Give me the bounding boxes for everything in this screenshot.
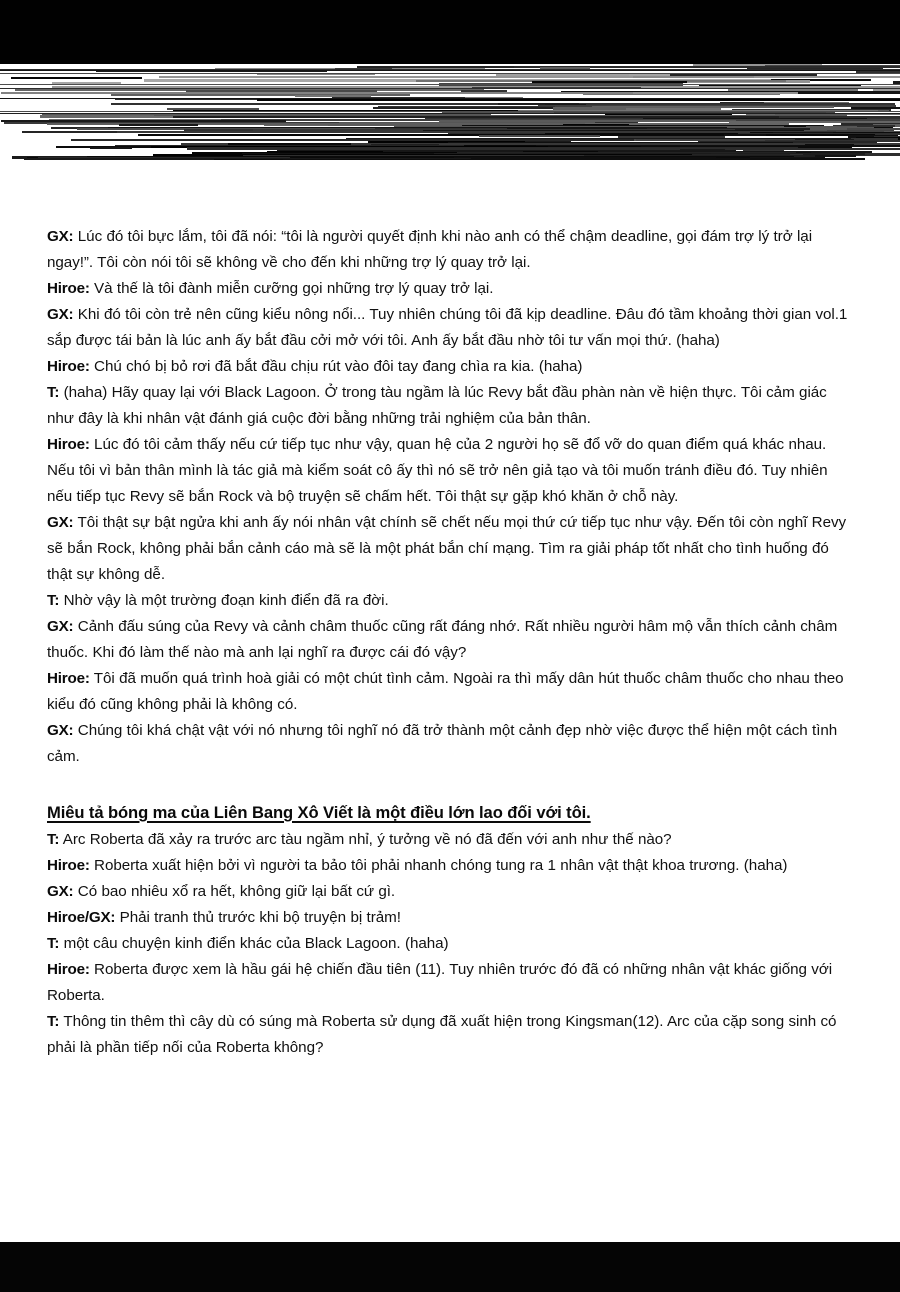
scan-streak-line <box>479 135 600 137</box>
speaker-label: Hiroe: <box>47 857 90 874</box>
speaker-label: T: <box>47 831 60 848</box>
section-one-paragraph <box>47 614 857 666</box>
dialogue-text: Có bao nhiêu xổ ra hết, không giữ lại bất cứ gì. <box>73 883 396 900</box>
speaker-label: GX: <box>47 228 74 245</box>
speaker-label: Hiroe: <box>47 436 90 453</box>
dialogue-text: Roberta được xem là hầu gái hệ chiến đầu tiên (11). Tuy nhiên trước đó đã có những nhân vật khác giống với Roberta. <box>47 961 833 1004</box>
dialogue-text: (haha) Hãy quay lại với Black Lagoon. Ở trong tàu ngầm là lúc Revy bắt đầu phàn nàn về hiện thực. Tôi cảm giác như đây là khi nhân vật đánh giá cuộc đời bằng những trải nghiệm của bản thân. <box>47 384 827 427</box>
scan-streak-line <box>11 77 142 79</box>
dialogue-text: Tôi đã muốn quá trình hoà giải có một chút tình cảm. Ngoài ra thì mấy dân hút thuốc châm thuốc cho nhau theo kiểu đó cũng không phải là không có. <box>47 670 844 713</box>
dialogue-text: Roberta xuất hiện bởi vì người ta bảo tôi phải nhanh chóng tung ra 1 nhân vật thật khoa trương. (haha) <box>89 857 788 874</box>
scan-streak-artifact <box>0 64 900 160</box>
scan-streak-line <box>283 159 725 160</box>
dialogue-text: Nhờ vậy là một trường đoạn kinh điển đã ra đời. <box>59 592 389 609</box>
section-two-paragraph <box>47 1009 857 1061</box>
section-two-paragraph <box>47 879 857 905</box>
scan-streak-line <box>0 70 900 71</box>
speaker-label: GX: <box>47 306 74 323</box>
section-two-heading-wrap <box>47 800 857 827</box>
scan-streak-line <box>119 124 198 126</box>
dialogue-text: Khi đó tôi còn trẻ nên cũng kiểu nông nổi... Tuy nhiên chúng tôi đã kịp deadline. Đâu đó tầm khoảng thời gian vol.1 sắp được tái bản là lúc anh ấy bắt đầu cởi mở với tôi. Anh ấy bắt đầu nhờ tôi tư vấn mọi thứ. (haha) <box>47 306 848 349</box>
speaker-label: Hiroe: <box>47 961 90 978</box>
section-one-paragraph <box>47 432 857 510</box>
dialogue-text: Chú chó bị bỏ rơi đã bắt đầu chịu rút vào đôi tay đang chìa ra kia. (haha) <box>89 358 583 375</box>
section-two-paragraph <box>47 827 857 853</box>
dialogue-text: Thông tin thêm thì cây dù có súng mà Roberta sử dụng đã xuất hiện trong Kingsman(12). Arc của cặp song sinh có phải là phần tiếp nối của Roberta không? <box>47 1013 837 1056</box>
speaker-label: T: <box>47 935 60 952</box>
section-one-paragraph <box>47 276 857 302</box>
section-divider-space <box>47 770 857 800</box>
dialogue-text: Arc Roberta đã xảy ra trước arc tàu ngầm nhỉ, ý tưởng về nó đã đến với anh như thế nào? <box>59 831 672 848</box>
dialogue-text: một câu chuyện kinh điển khác của Black Lagoon. (haha) <box>59 935 449 952</box>
section-one-paragraph <box>47 354 857 380</box>
scan-streak-line <box>724 134 766 136</box>
scan-streak-line <box>633 76 754 78</box>
scan-streak-line <box>656 120 701 122</box>
section-one-body <box>47 224 857 770</box>
scan-streak-line <box>0 69 900 70</box>
dialogue-text: Lúc đó tôi bực lắm, tôi đã nói: “tôi là người quyết định khi nào anh có thể chậm deadline, gọi đám trợ lý trở lại ngay!”. Tôi còn nói tôi sẽ không về cho đến khi những trợ lý quay trở lại. <box>47 228 813 271</box>
scan-streak-line <box>159 76 900 78</box>
section-one-paragraph <box>47 380 857 432</box>
dialogue-text: Cảnh đấu súng của Revy và cảnh châm thuốc cũng rất đáng nhớ. Rất nhiều người hâm mộ vẫn thích cảnh châm thuốc. Khi đó làm thế nào mà anh lại nghĩ ra được cái đó vậy? <box>47 618 838 661</box>
speaker-label: GX: <box>47 883 74 900</box>
dialogue-text: Và thế là tôi đành miễn cưỡng gọi những trợ lý quay trở lại. <box>89 280 494 297</box>
section-two-paragraph <box>47 931 857 957</box>
section-heading: Miêu tả bóng ma của Liên Bang Xô Viết là một điều lớn lao đối với tôi. <box>47 803 591 822</box>
scan-streak-line <box>0 73 900 74</box>
scan-streak-line <box>0 113 900 114</box>
section-two-paragraph <box>47 853 857 879</box>
dialogue-text: Phải tranh thủ trước khi bộ truyện bị trảm! <box>115 909 401 926</box>
top-black-bar <box>0 0 900 64</box>
speaker-label: Hiroe: <box>47 670 90 687</box>
section-two-body <box>47 827 857 1061</box>
scan-streak-line <box>257 99 900 101</box>
speaker-label: T: <box>47 384 60 401</box>
scan-streak-line <box>0 111 900 112</box>
speaker-label: T: <box>47 592 60 609</box>
speaker-label: GX: <box>47 618 74 635</box>
section-one-paragraph <box>47 666 857 718</box>
scan-streak-line <box>0 88 900 89</box>
section-one-paragraph <box>47 588 857 614</box>
section-one-paragraph <box>47 718 857 770</box>
section-two-paragraph <box>47 957 857 1009</box>
scan-streak-line <box>0 84 900 85</box>
speaker-label: Hiroe/GX: <box>47 909 116 926</box>
section-one-paragraph <box>47 302 857 354</box>
section-two-paragraph <box>47 905 857 931</box>
scan-streak-line <box>90 147 132 149</box>
dialogue-text: Tôi thật sự bật ngửa khi anh ấy nói nhân vật chính sẽ chết nếu mọi thứ cứ tiếp tục như vậy. Đến tôi còn nghĩ Revy sẽ bắn Rock, không phải bắn cảnh cáo mà sẽ là một phát bắn chí mạng. Tìm ra giải pháp tốt nhất cho tình huống đó thật sự không dễ. <box>47 514 847 583</box>
bottom-black-bar <box>0 1242 900 1292</box>
speaker-label: T: <box>47 1013 60 1030</box>
section-one-paragraph <box>47 224 857 276</box>
interview-text-column <box>47 224 857 1061</box>
dialogue-text: Chúng tôi khá chật vật với nó nhưng tôi nghĩ nó đã trở thành một cảnh đẹp nhờ việc được thể hiện một cách tình cảm. <box>47 722 838 765</box>
speaker-label: GX: <box>47 514 74 531</box>
scan-streak-line <box>0 98 900 99</box>
dialogue-text: Lúc đó tôi cảm thấy nếu cứ tiếp tục như vậy, quan hệ của 2 người họ sẽ đổ vỡ do quan điểm quá khác nhau. Nếu tôi vì bản thân mình là tác giả mà kiểm soát cô ấy thì nó sẽ trở nên giả tạo và tôi muốn tránh điều đó. Tuy nhiên nếu tiếp tục Revy sẽ bắn Rock và bộ truyện sẽ chấm hết. Tôi thật sự gặp khó khăn ở chỗ này. <box>47 436 828 505</box>
speaker-label: GX: <box>47 722 74 739</box>
speaker-label: Hiroe: <box>47 280 90 297</box>
speaker-label: Hiroe: <box>47 358 90 375</box>
section-one-paragraph <box>47 510 857 588</box>
